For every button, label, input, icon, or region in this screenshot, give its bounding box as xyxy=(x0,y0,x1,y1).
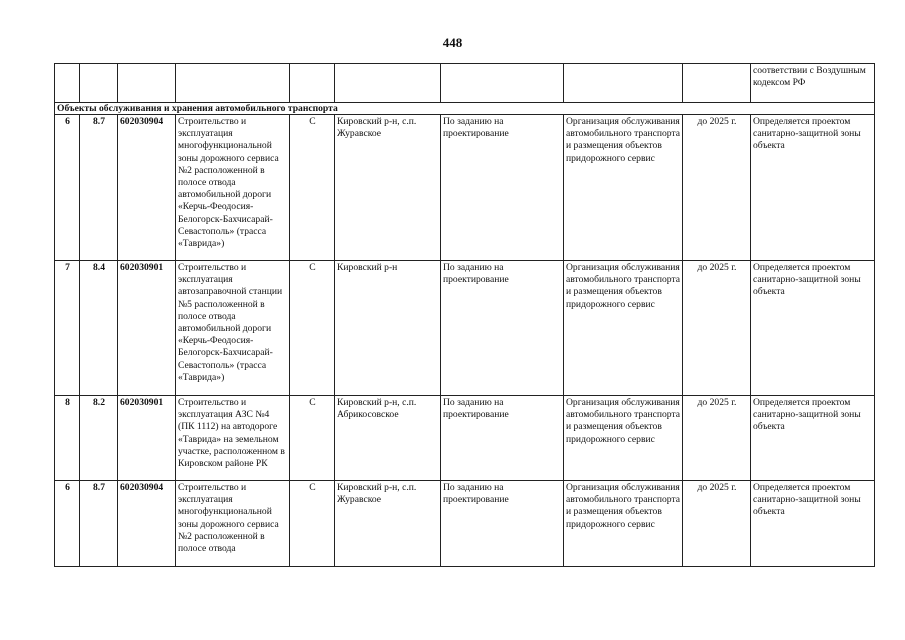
table-row xyxy=(55,481,875,567)
row-number: 8 xyxy=(55,396,80,481)
table-cell: соответствии с Воздушным кодексом РФ xyxy=(751,64,875,103)
table-cell xyxy=(335,64,441,103)
table-cell xyxy=(290,64,335,103)
row-term: до 2025 г. xyxy=(683,396,751,481)
row-term: до 2025 г. xyxy=(683,261,751,396)
row-basis: По заданию на проектирование xyxy=(441,115,564,261)
row-classifier: 602030904 xyxy=(118,115,176,261)
row-zone: Определяется проектом санитарно-защитной зоны объекта xyxy=(751,115,875,261)
table-cell xyxy=(118,64,176,103)
row-classifier: 602030901 xyxy=(118,396,176,481)
row-code: 8.4 xyxy=(80,261,118,396)
row-location: Кировский р-н, с.п. Журавское xyxy=(335,481,441,567)
row-name: Строительство и эксплуатация многофункциональной зоны дорожного сервиса №2 расположенной в полосе отвода xyxy=(176,481,290,567)
table-row xyxy=(55,396,875,481)
objects-table xyxy=(54,63,875,567)
row-term: до 2025 г. xyxy=(683,115,751,261)
row-status: С xyxy=(290,396,335,481)
page-number: 448 xyxy=(442,35,463,50)
row-zone: Определяется проектом санитарно-защитной зоны объекта xyxy=(751,481,875,567)
row-code: 8.7 xyxy=(80,481,118,567)
table-cell xyxy=(176,64,290,103)
table-cell xyxy=(564,64,683,103)
row-number: 6 xyxy=(55,481,80,567)
row-location: Кировский р-н, с.п. Абрикосовское xyxy=(335,396,441,481)
row-location: Кировский р-н xyxy=(335,261,441,396)
table-row xyxy=(55,261,875,396)
row-purpose: Организация обслуживания автомобильного транспорта и размещения объектов придорожного сервис xyxy=(564,261,683,396)
row-status: С xyxy=(290,261,335,396)
row-location: Кировский р-н, с.п. Журавское xyxy=(335,115,441,261)
row-classifier: 602030904 xyxy=(118,481,176,567)
table-cell xyxy=(55,64,80,103)
table-row xyxy=(55,115,875,261)
table-cell xyxy=(80,64,118,103)
row-purpose: Организация обслуживания автомобильного транспорта и размещения объектов придорожного сервис xyxy=(564,115,683,261)
section-title: Объекты обслуживания и хранения автомобильного транспорта xyxy=(55,103,875,115)
row-number: 6 xyxy=(55,115,80,261)
row-classifier: 602030901 xyxy=(118,261,176,396)
row-purpose: Организация обслуживания автомобильного транспорта и размещения объектов придорожного сервис xyxy=(564,481,683,567)
row-name: Строительство и эксплуатация многофункциональной зоны дорожного сервиса №2 расположенной в полосе отвода автомобильной дороги «Керчь-Феодосия-Белогорск-Бахчисарай-Севастополь» (трасса «Таврида») xyxy=(176,115,290,261)
row-status: С xyxy=(290,115,335,261)
row-status: С xyxy=(290,481,335,567)
row-number: 7 xyxy=(55,261,80,396)
row-name: Строительство и эксплуатация АЗС №4 (ПК 1112) на автодороге «Таврида» на земельном участке, расположенном в Кировском районе РК xyxy=(176,396,290,481)
row-purpose: Организация обслуживания автомобильного транспорта и размещения объектов придорожного сервис xyxy=(564,396,683,481)
section-header-row xyxy=(55,103,875,115)
row-name: Строительство и эксплуатация автозаправочной станции №5 расположенной в полосе отвода автомобильной дороги «Керчь-Феодосия-Белогорск-Бахчисарай-Севастополь» (трасса «Таврида») xyxy=(176,261,290,396)
row-basis: По заданию на проектирование xyxy=(441,481,564,567)
row-zone: Определяется проектом санитарно-защитной зоны объекта xyxy=(751,261,875,396)
table-row-top xyxy=(55,64,875,103)
row-code: 8.2 xyxy=(80,396,118,481)
row-term: до 2025 г. xyxy=(683,481,751,567)
row-zone: Определяется проектом санитарно-защитной зоны объекта xyxy=(751,396,875,481)
row-code: 8.7 xyxy=(80,115,118,261)
row-basis: По заданию на проектирование xyxy=(441,261,564,396)
table-cell xyxy=(683,64,751,103)
row-basis: По заданию на проектирование xyxy=(441,396,564,481)
table-cell xyxy=(441,64,564,103)
